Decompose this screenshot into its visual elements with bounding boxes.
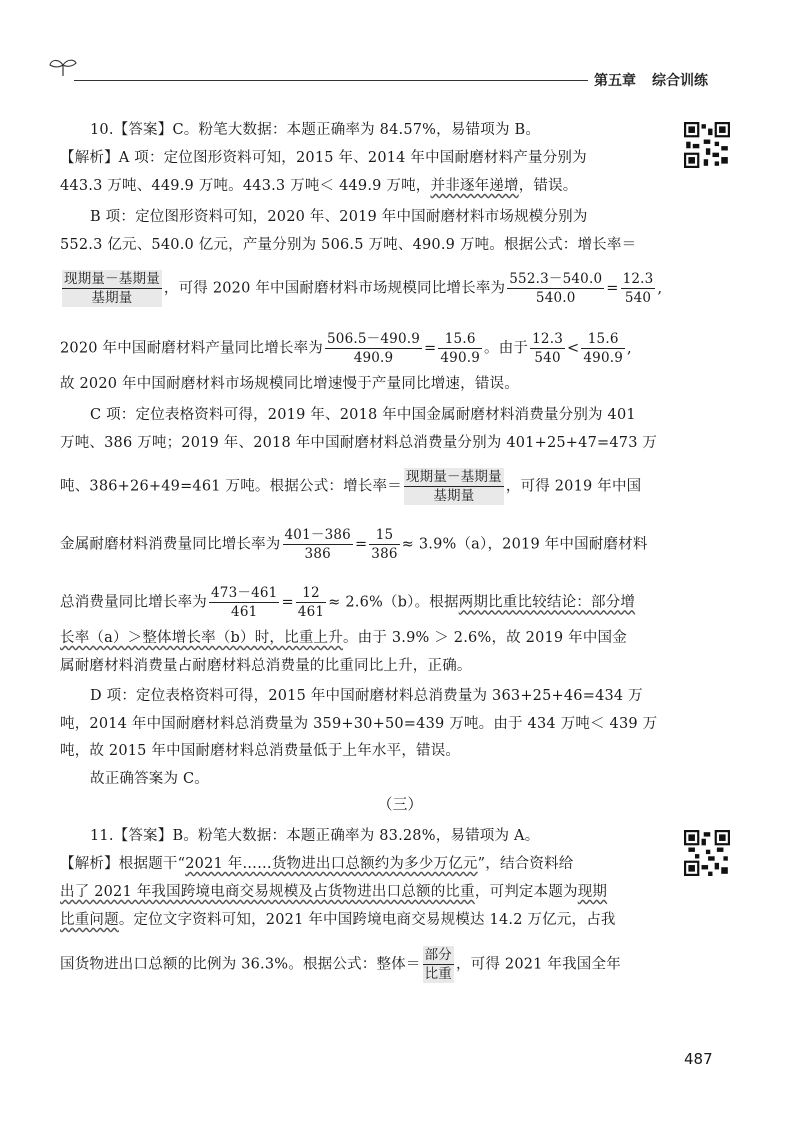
- chapter-header: [594, 70, 724, 90]
- analysis-10-c-line2: 万吨、386 万吨；2019 年、2018 年中国耐磨材料总消费量分别为 401+25+47=473 万: [60, 435, 658, 451]
- analysis-10-b-line3: $\frac{\text{现期量－基期量}}{\text{基期量}}$ ，可得 2020 年中国耐磨材料市场规模同比增长率为 $\frac{552.3-540.0}{540.0}$ = $\frac{12.3}{540}$ ,: [64, 271, 663, 306]
- analysis-10-b-line2: 552.3 亿元、540.0 亿元，产量分别为 506.5 万吨、490.9 万吨。根据公式：增长率＝: [60, 237, 637, 253]
- analysis-10-b-line4: 2020 年中国耐磨材料产量同比增长率为 $\frac{506.5-490.9}{490.9}$ = $\frac{15.6}{490.9}$ 。由于 $\frac{12.3}{540}$ < $\frac{15.6}{490.9}$ ,: [60, 331, 632, 366]
- analysis-10-d-line2: 吨，2014 年中国耐磨材料总消费量为 359+30+50=439 万吨。由于 434 万吨＜ 439 万: [60, 716, 658, 732]
- fraction: $\frac{12}{461}$: [297, 585, 325, 620]
- analysis-10-d-line3: 吨，故 2015 年中国耐磨材料总消费量低于上年水平，错误。: [60, 743, 461, 759]
- analysis-10-c-line6: 长率（a）＞整体增长率（b）时，比重上升。由于 3.9% ＞ 2.6%，故 2019 年中国金: [60, 630, 627, 646]
- answer-10-conclusion: 故正确答案为 C。: [90, 771, 210, 787]
- analysis-10-b-line5: 故 2020 年中国耐磨材料市场规模同比增速慢于产量同比增速，错误。: [60, 376, 519, 392]
- analysis-10-b-line1: B 项：定位图形资料可知，2020 年、2019 年中国耐磨材料市场规模分别为: [90, 209, 588, 225]
- analysis-10-c-line5: 总消费量同比增长率为 $\frac{473-461}{461}$ = $\frac{12}{461}$ ≈ 2.6%（b）。根据两期比重比较结论：部分增: [60, 585, 636, 620]
- fraction: $\frac{12.3}{540}$: [622, 271, 654, 306]
- analysis-10-c-line7: 属耐磨材料消费量占耐磨材料总消费量的比重同比上升，正确。: [60, 658, 472, 674]
- fraction: $\frac{15.6}{490.9}$: [440, 331, 481, 366]
- fraction: $\frac{12.3}{540}$: [532, 331, 563, 366]
- answer-10-title: 10.【答案】C。粉笔大数据：本题正确率为 84.57%，易错项为 B。: [90, 122, 541, 138]
- fraction: $\frac{473-461}{461}$: [211, 585, 278, 620]
- fraction: $\frac{\text{部分}}{\text{比重}}$: [424, 947, 452, 982]
- growth-formula: $\frac{\text{现期量－基期量}}{\text{基期量}}$: [64, 271, 160, 306]
- section-title: （三）: [377, 795, 423, 813]
- header-rule: [74, 80, 588, 81]
- fraction: $\frac{506.5-490.9}{490.9}$: [327, 331, 421, 366]
- chapter-section: 综合训练: [652, 73, 708, 89]
- answer-11-title: 11.【答案】B。粉笔大数据：本题正确率为 83.28%，易错项为 A。: [90, 828, 540, 844]
- analysis-10-a-line2: 443.3 万吨、449.9 万吨。443.3 万吨＜ 449.9 万吨，并非逐年递增，错误。: [60, 178, 578, 194]
- analysis-10-c-line3: 吨、386+26+49=461 万吨。根据公式：增长率＝ $\frac{\text{现期量－基期量}}{\text{基期量}}$ ，可得 2019 年中国: [60, 469, 642, 504]
- analysis-10-d-line1: D 项：定位表格资料可得，2015 年中国耐磨材料总消费量为 363+25+46=434 万: [90, 688, 643, 704]
- analysis-11-line1: 【解析】根据题干“2021 年……货物进出口总额约为多少万亿元”，结合资料给: [60, 856, 574, 872]
- chapter-number: 第五章: [594, 73, 636, 89]
- analysis-10-c-line4: 金属耐磨材料消费量同比增长率为 $\frac{401-386}{386}$ = $\frac{15}{386}$ ≈ 3.9%（a），2019 年中国耐磨材料: [60, 527, 648, 562]
- analysis-11-line2: 出了 2021 年我国跨境电商交易规模及占货物进出口总额的比重，可判定本题为现期: [60, 884, 608, 900]
- analysis-11-line4: 国货物进出口总额的比例为 36.3%。根据公式：整体＝ $\frac{\text{部分}}{\text{比重}}$ ，可得 2021 年我国全年: [60, 947, 621, 982]
- qr-code-icon[interactable]: [684, 122, 730, 168]
- fraction: $\frac{15}{386}$: [371, 527, 398, 562]
- analysis-10-c-line1: C 项：定位表格资料可得，2019 年、2018 年中国金属耐磨材料消费量分别为 401: [90, 407, 636, 423]
- fraction: $\frac{401-386}{386}$: [284, 527, 351, 562]
- qr-code-icon[interactable]: [684, 830, 730, 876]
- analysis-10-a-line1: 【解析】A 项：定位图形资料可知，2015 年、2014 年中国耐磨材料产量分别为: [60, 150, 587, 166]
- growth-formula: $\frac{\text{现期量－基期量}}{\text{基期量}}$: [405, 469, 502, 504]
- page-number: 487: [684, 1050, 713, 1068]
- sprout-icon: [48, 56, 78, 78]
- fraction: $\frac{552.3-540.0}{540.0}$: [509, 271, 603, 306]
- analysis-11-line3: 比重问题。定位文字资料可知，2021 年中国跨境电商交易规模达 14.2 万亿元，占我: [60, 912, 616, 928]
- fraction: $\frac{15.6}{490.9}$: [583, 331, 624, 366]
